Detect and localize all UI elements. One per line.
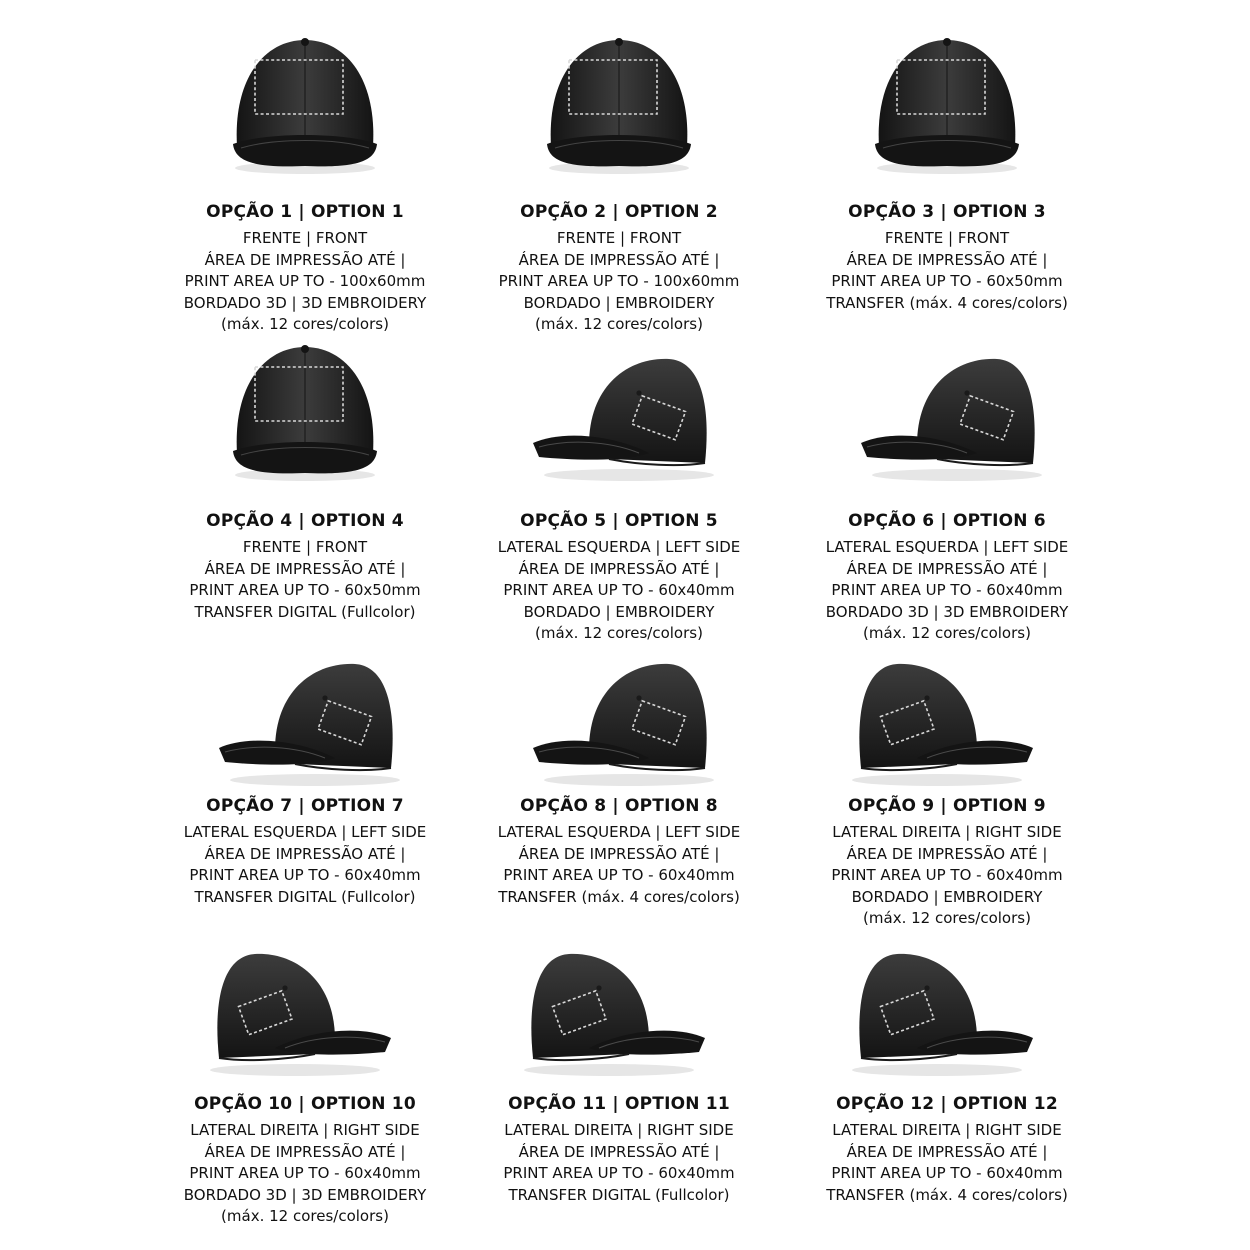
option-detail-line: ÁREA DE IMPRESSÃO ATÉ |: [518, 559, 720, 578]
option-block: [145, 1094, 465, 1228]
option-detail-line: FRENTE | FRONT: [242, 229, 368, 247]
option-block: [459, 511, 779, 645]
cap-left-icon: [847, 335, 1047, 485]
option-detail-line: FRENTE | FRONT: [242, 538, 368, 556]
option-detail-line: ÁREA DE IMPRESSÃO ATÉ |: [518, 250, 720, 269]
option-detail-line: PRINT AREA UP TO - 60x50mm: [189, 581, 421, 599]
option-block: [787, 511, 1107, 645]
cap-right-icon: [847, 640, 1047, 790]
option-block: [459, 796, 779, 908]
option-detail-line: LATERAL DIREITA | RIGHT SIDE: [832, 823, 1062, 841]
option-block: [787, 202, 1107, 314]
option-detail-line: BORDADO | EMBROIDERY: [851, 887, 1043, 906]
option-detail-line: PRINT AREA UP TO - 60x40mm: [503, 1164, 735, 1182]
option-detail-line: BORDADO 3D | 3D EMBROIDERY: [183, 1185, 427, 1204]
option-block: [459, 202, 779, 336]
option-detail-line: ÁREA DE IMPRESSÃO ATÉ |: [204, 844, 406, 863]
option-title: OPÇÃO 7 | OPTION 7: [206, 796, 404, 816]
cap-front-icon: [205, 335, 405, 485]
option-detail-line: PRINT AREA UP TO - 60x40mm: [503, 581, 735, 599]
option-detail-line: TRANSFER (máx. 4 cores/colors): [498, 887, 740, 906]
option-detail-line: ÁREA DE IMPRESSÃO ATÉ |: [518, 1142, 720, 1161]
option-block: [459, 1094, 779, 1206]
option-block: [145, 202, 465, 336]
option-detail-line: ÁREA DE IMPRESSÃO ATÉ |: [846, 559, 1048, 578]
option-detail-line: LATERAL ESQUERDA | LEFT SIDE: [497, 538, 741, 556]
cap-left-icon: [519, 640, 719, 790]
option-detail-line: (máx. 12 cores/colors): [221, 315, 389, 333]
cap-left-icon: [519, 335, 719, 485]
cap-right-icon: [847, 930, 1047, 1080]
option-detail-line: LATERAL DIREITA | RIGHT SIDE: [504, 1121, 734, 1139]
cap-right-icon: [519, 930, 719, 1080]
option-title: OPÇÃO 1 | OPTION 1: [206, 202, 404, 222]
option-detail-line: PRINT AREA UP TO - 60x40mm: [189, 866, 421, 884]
option-detail-line: (máx. 12 cores/colors): [221, 1207, 389, 1225]
option-detail-line: BORDADO 3D | 3D EMBROIDERY: [183, 293, 427, 312]
cap-right-icon: [205, 930, 405, 1080]
option-detail-line: TRANSFER DIGITAL (Fullcolor): [508, 1185, 730, 1204]
option-detail-line: TRANSFER (máx. 4 cores/colors): [826, 293, 1068, 312]
option-detail-line: LATERAL DIREITA | RIGHT SIDE: [190, 1121, 420, 1139]
option-block: [787, 796, 1107, 930]
option-detail-line: PRINT AREA UP TO - 60x40mm: [831, 581, 1063, 599]
option-title: OPÇÃO 10 | OPTION 10: [194, 1094, 416, 1114]
option-title: OPÇÃO 11 | OPTION 11: [508, 1094, 730, 1114]
cap-left-icon: [205, 640, 405, 790]
option-detail-line: FRENTE | FRONT: [556, 229, 682, 247]
option-detail-line: BORDADO | EMBROIDERY: [523, 293, 715, 312]
option-detail-line: (máx. 12 cores/colors): [535, 315, 703, 333]
cap-front-icon: [847, 28, 1047, 178]
option-title: OPÇÃO 12 | OPTION 12: [836, 1094, 1058, 1114]
option-title: OPÇÃO 6 | OPTION 6: [848, 511, 1046, 531]
option-detail-line: PRINT AREA UP TO - 60x40mm: [831, 866, 1063, 884]
option-title: OPÇÃO 9 | OPTION 9: [848, 796, 1046, 816]
option-detail-line: TRANSFER DIGITAL (Fullcolor): [194, 887, 416, 906]
option-detail-line: PRINT AREA UP TO - 100x60mm: [184, 272, 426, 290]
option-detail-line: ÁREA DE IMPRESSÃO ATÉ |: [518, 844, 720, 863]
option-detail-line: PRINT AREA UP TO - 60x40mm: [503, 866, 735, 884]
option-detail-line: BORDADO | EMBROIDERY: [523, 602, 715, 621]
option-title: OPÇÃO 5 | OPTION 5: [520, 511, 718, 531]
option-title: OPÇÃO 4 | OPTION 4: [206, 511, 404, 531]
option-detail-line: LATERAL DIREITA | RIGHT SIDE: [832, 1121, 1062, 1139]
option-title: OPÇÃO 3 | OPTION 3: [848, 202, 1046, 222]
option-block: [787, 1094, 1107, 1206]
option-detail-line: ÁREA DE IMPRESSÃO ATÉ |: [204, 250, 406, 269]
option-detail-line: (máx. 12 cores/colors): [535, 624, 703, 642]
option-detail-line: TRANSFER (máx. 4 cores/colors): [826, 1185, 1068, 1204]
option-detail-line: ÁREA DE IMPRESSÃO ATÉ |: [204, 559, 406, 578]
option-title: OPÇÃO 2 | OPTION 2: [520, 202, 718, 222]
option-detail-line: ÁREA DE IMPRESSÃO ATÉ |: [846, 250, 1048, 269]
option-detail-line: PRINT AREA UP TO - 60x40mm: [831, 1164, 1063, 1182]
option-detail-line: PRINT AREA UP TO - 60x40mm: [189, 1164, 421, 1182]
option-detail-line: (máx. 12 cores/colors): [863, 909, 1031, 927]
option-detail-line: FRENTE | FRONT: [884, 229, 1010, 247]
option-detail-line: (máx. 12 cores/colors): [863, 624, 1031, 642]
option-detail-line: BORDADO 3D | 3D EMBROIDERY: [825, 602, 1069, 621]
option-detail-line: ÁREA DE IMPRESSÃO ATÉ |: [846, 1142, 1048, 1161]
option-block: [145, 511, 465, 623]
option-detail-line: ÁREA DE IMPRESSÃO ATÉ |: [204, 1142, 406, 1161]
option-detail-line: LATERAL ESQUERDA | LEFT SIDE: [497, 823, 741, 841]
cap-front-icon: [205, 28, 405, 178]
option-detail-line: PRINT AREA UP TO - 100x60mm: [498, 272, 740, 290]
option-detail-line: PRINT AREA UP TO - 60x50mm: [831, 272, 1063, 290]
option-detail-line: LATERAL ESQUERDA | LEFT SIDE: [183, 823, 427, 841]
option-block: [145, 796, 465, 908]
option-detail-line: ÁREA DE IMPRESSÃO ATÉ |: [846, 844, 1048, 863]
cap-front-icon: [519, 28, 719, 178]
option-title: OPÇÃO 8 | OPTION 8: [520, 796, 718, 816]
option-detail-line: LATERAL ESQUERDA | LEFT SIDE: [825, 538, 1069, 556]
option-detail-line: TRANSFER DIGITAL (Fullcolor): [194, 602, 416, 621]
